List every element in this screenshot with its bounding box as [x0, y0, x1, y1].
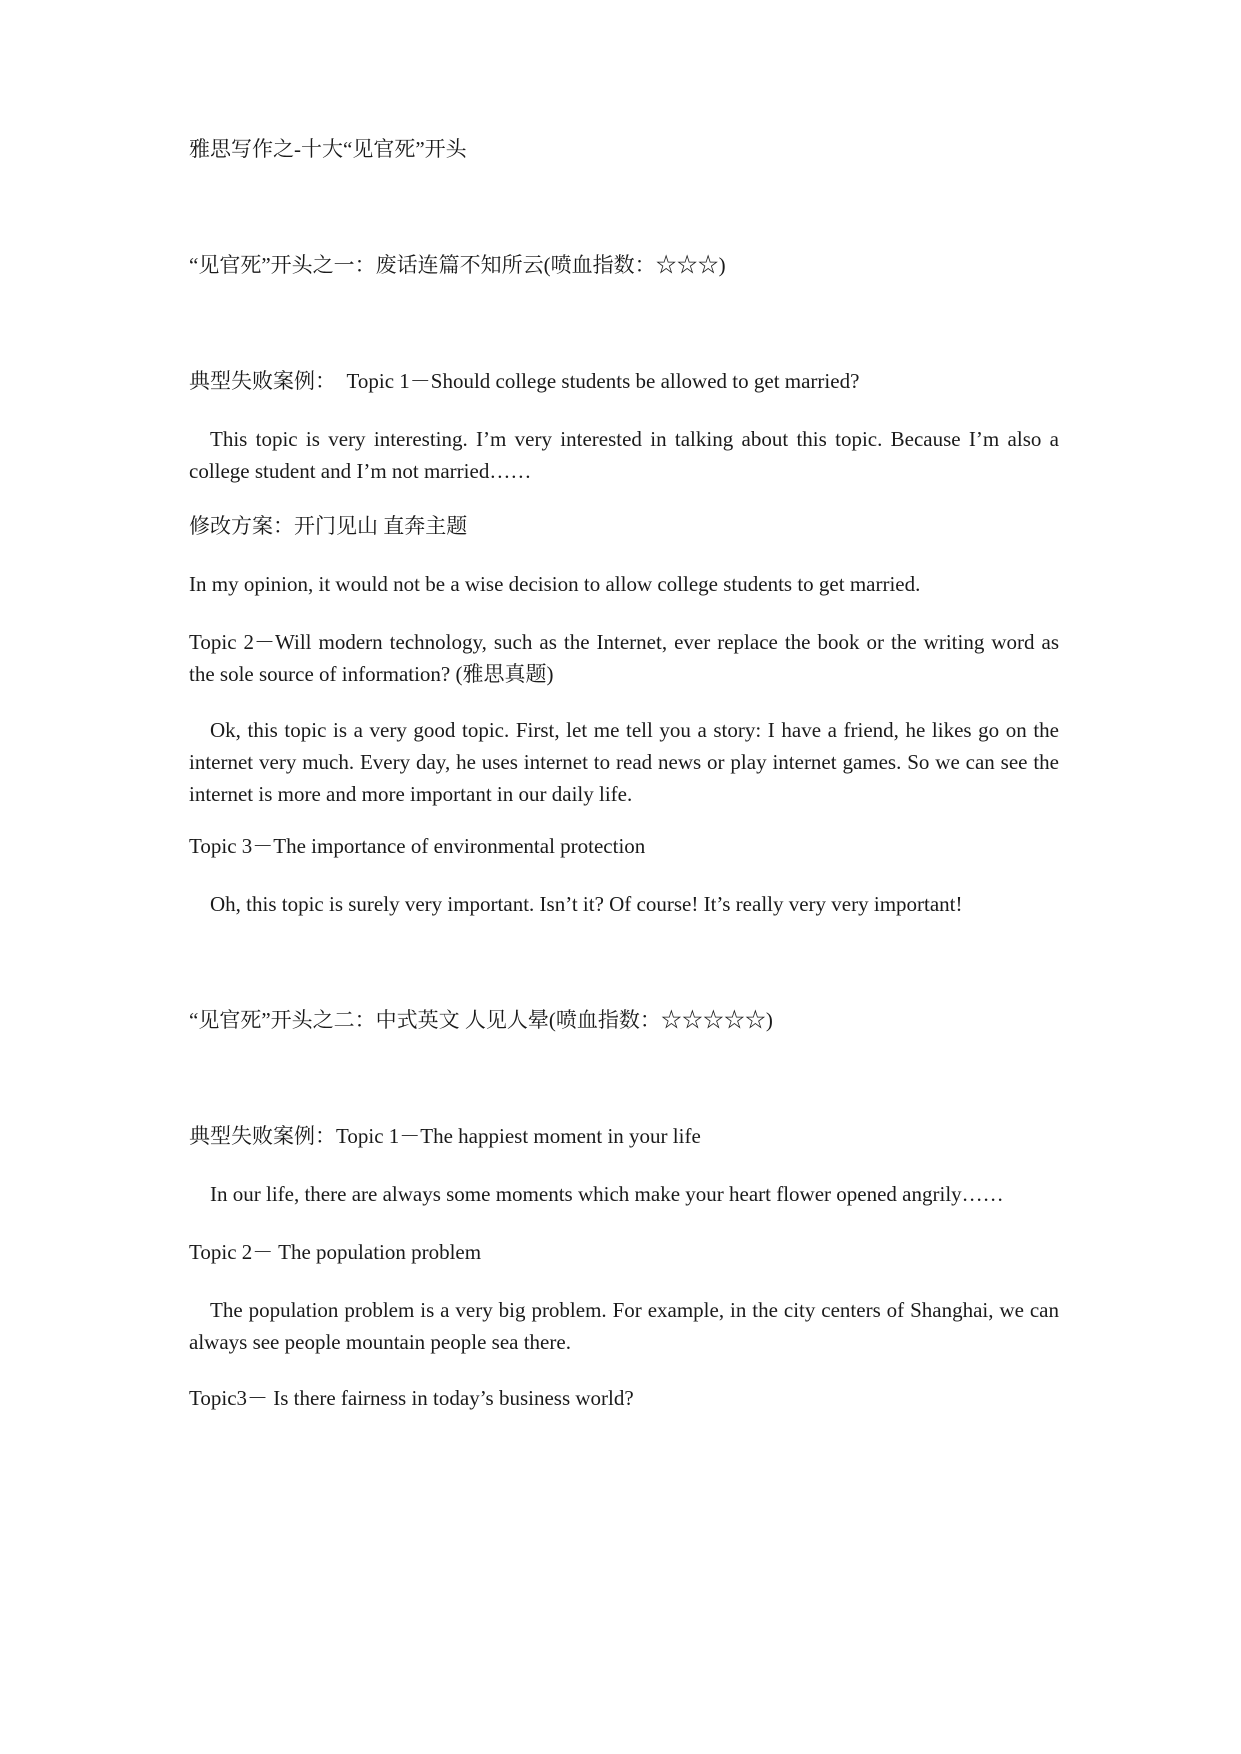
section1-fix-label: 修改方案：开门见山 直奔主题	[189, 514, 468, 538]
section1-topic3-text: Oh, this topic is surely very important. Isn’t it? Of course! It’s really very very important!	[210, 892, 963, 916]
section1-fix-text: In my opinion, it would not be a wise decision to allow college students to get married.	[189, 572, 921, 596]
section2-topic3: Topic3－ Is there fairness in today’s business world?	[189, 1386, 634, 1410]
section2-topic2: Topic 2－ The population problem	[189, 1240, 482, 1264]
section1-topic3: Topic 3－The importance of environmental protection	[189, 834, 646, 858]
section2-case-label: 典型失败案例：Topic 1－The happiest moment in your life	[189, 1124, 701, 1148]
section2-heading: “见官死”开头之二：中式英文 人见人晕(喷血指数：☆☆☆☆☆)	[189, 1008, 773, 1032]
section2-case1-text: In our life, there are always some moments which make your heart flower opened angrily……	[210, 1182, 1004, 1206]
section1-case-label: 典型失败案例： Topic 1－Should college students be allowed to get married?	[189, 369, 860, 393]
section1-topic2-text: Ok, this topic is a very good topic. First, let me tell you a story: I have a friend, he likes go on the internet very much. Every day, he uses internet to read news or play internet games. So we can see the internet is more and more important in our daily life.	[189, 718, 1059, 806]
section1-topic2: Topic 2－Will modern technology, such as the Internet, ever replace the book or the writing word as the sole source of information? (雅思真题)	[189, 630, 1059, 686]
document-title: 雅思写作之-十大“见官死”开头	[189, 137, 467, 161]
section2-topic2-text: The population problem is a very big problem. For example, in the city centers of Shanghai, we can always see people mountain people sea there.	[189, 1298, 1059, 1354]
section1-case1-text: This topic is very interesting. I’m very interested in talking about this topic. Because I’m also a college student and I’m not married……	[189, 427, 1059, 483]
section1-heading: “见官死”开头之一：废话连篇不知所云(喷血指数：☆☆☆)	[189, 253, 726, 277]
